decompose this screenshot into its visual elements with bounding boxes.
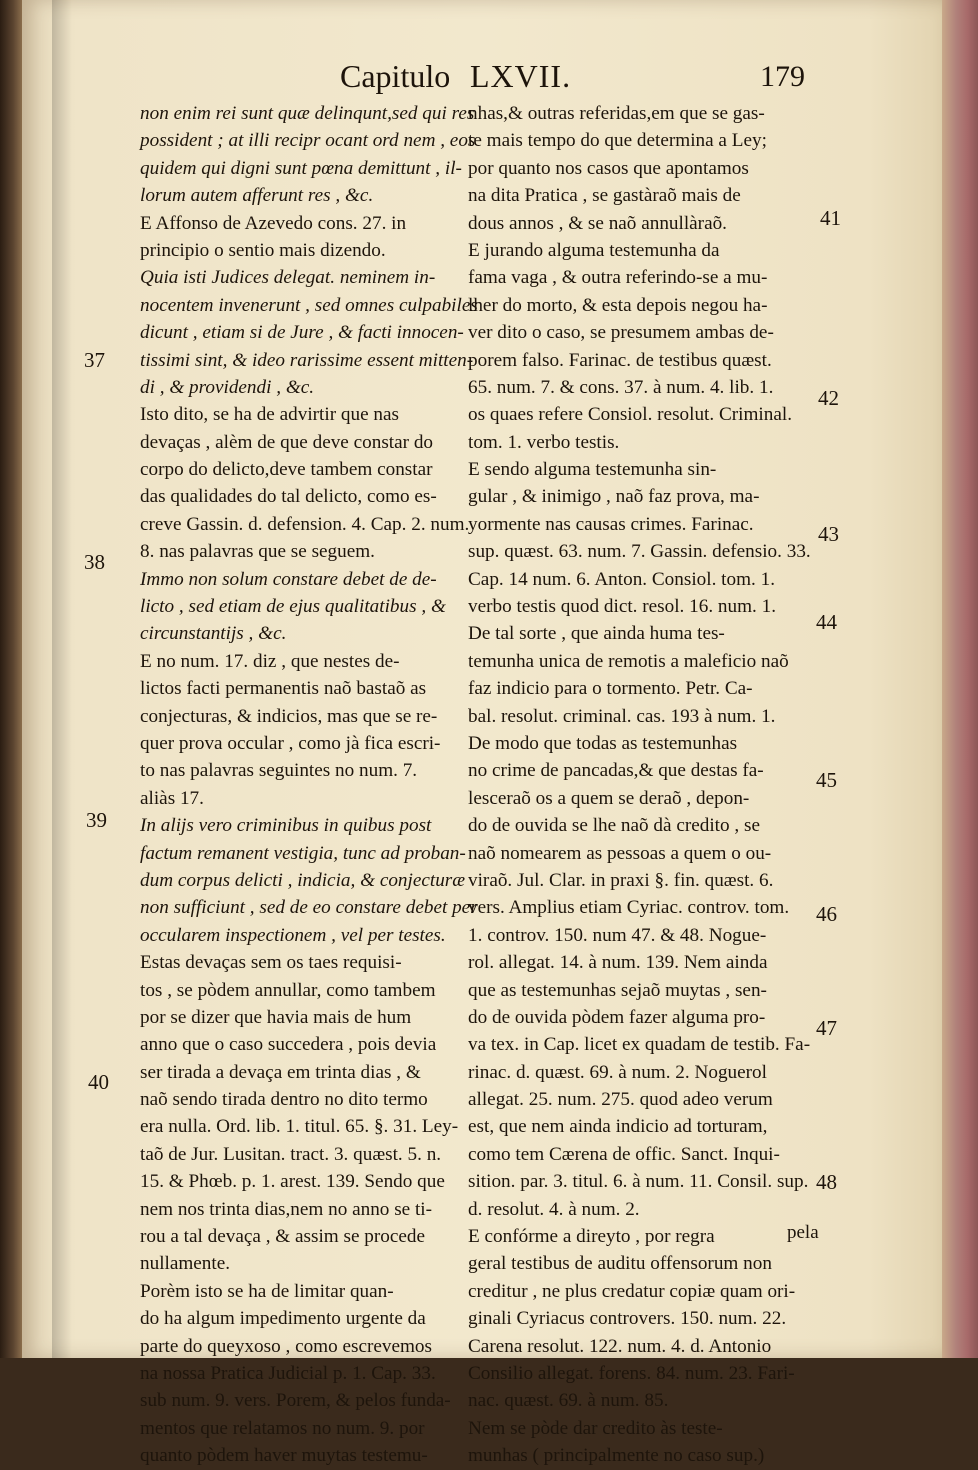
catchword: pela: [787, 1222, 819, 1243]
text-line: quidem qui digni sunt pœna demittunt , il-: [140, 157, 462, 179]
text-line: temunha unica de remotis a maleficio naõ: [468, 650, 789, 672]
margin-number-41: 41: [820, 206, 841, 230]
margin-number-40: 40: [88, 1070, 109, 1094]
text-line: tissimi sint, & ideo rarissime essent mitten-: [140, 349, 474, 371]
text-line: na dita Pratica , se gastàraõ mais de: [468, 185, 741, 207]
text-line: Estas devaças sem os taes requisi-: [140, 952, 402, 974]
text-line: lictos facti permanentis naõ bastaõ as: [140, 678, 427, 700]
text-line: por quanto nos casos que apontamos: [468, 157, 749, 179]
text-line: occularem inspectionem , vel per testes.: [140, 924, 446, 946]
text-line: ginali Cyriacus controvers. 150. num. 22.: [468, 1308, 787, 1330]
text-line: na nossa Pratica Judicial p. 1. Cap. 33.: [140, 1362, 436, 1384]
running-header: [22, 58, 942, 98]
text-line: Quia isti Judices delegat. neminem in-: [140, 267, 436, 289]
text-line: E confórme a direyto , por regra: [468, 1226, 715, 1248]
text-line: Isto dito, se ha de advirtir que nas: [140, 404, 399, 426]
text-line: dum corpus delicti , indicia, & conjecturæ: [140, 869, 466, 891]
text-line: 15. & Phœb. p. 1. arest. 139. Sendo que: [140, 1171, 445, 1193]
text-line: por se dizer que havia mais de hum: [140, 1006, 412, 1028]
text-line: nem nos trinta dias,nem no anno se ti-: [140, 1198, 433, 1220]
text-line: Carena resolut. 122. num. 4. d. Antonio: [468, 1335, 772, 1357]
text-line: De modo que todas as testemunhas: [468, 732, 738, 754]
page-number: 179: [760, 60, 805, 93]
text-line: conjecturas, & indicios, mas que se re-: [140, 705, 438, 727]
text-line: parte do queyxoso , como escrevemos: [140, 1335, 432, 1357]
margin-number-37: 37: [84, 348, 105, 372]
text-line: va tex. in Cap. licet ex quadam de testib. Fa-: [468, 1034, 811, 1056]
text-line: verbo testis quod dict. resol. 16. num. 1.: [468, 596, 777, 618]
text-line: os quaes refere Consiol. resolut. Criminal.: [468, 404, 792, 426]
text-line: mentos que relatamos no num. 9. por: [140, 1417, 425, 1439]
text-line: sition. par. 3. titul. 6. à num. 11. Consil. sup.: [468, 1171, 809, 1193]
text-line: viraõ. Jul. Clar. in praxi §. fin. quæst. 6.: [468, 869, 774, 891]
text-line: lesceraõ os a quem se deraõ , depon-: [468, 787, 750, 809]
text-line: Nem se pòde dar credito às teste-: [468, 1417, 723, 1439]
margin-number-42: 42: [818, 386, 839, 410]
text-line: como tem Cærena de offic. Sanct. Inqui-: [468, 1143, 780, 1165]
book-spine: [0, 0, 22, 1358]
text-line: est, que nem ainda indicio ad torturam,: [468, 1116, 768, 1138]
text-line: creve Gassin. d. defension. 4. Cap. 2. num.: [140, 513, 470, 535]
text-line: lorum autem afferunt res , &c.: [140, 185, 374, 207]
text-line: De tal sorte , que ainda huma tes-: [468, 623, 725, 645]
text-line: licto , sed etiam de ejus qualitatibus , &: [140, 596, 446, 618]
text-line: E no num. 17. diz , que nestes de-: [140, 650, 400, 672]
left-text-column: [140, 100, 478, 1470]
text-line: taõ de Jur. Lusitan. tract. 3. quæst. 5. n.: [140, 1143, 442, 1165]
text-line: tos , se pòdem annullar, como tambem: [140, 979, 436, 1001]
text-line: E Affonso de Azevedo cons. 27. in: [140, 212, 407, 234]
text-line: vers. Amplius etiam Cyriac. controv. tom.: [468, 897, 790, 919]
text-line: faz indicio para o tormento. Petr. Ca-: [468, 678, 753, 700]
text-line: Immo non solum constare debet de de-: [140, 568, 437, 590]
text-line: nhas,& outras referidas,em que se gas-: [468, 103, 765, 124]
gutter-shadow: [52, 0, 72, 1358]
text-line: 8. nas palavras que se seguem.: [140, 541, 375, 563]
text-line: fama vaga , & outra referindo-se a mu-: [468, 267, 768, 289]
text-line: rol. allegat. 14. à num. 139. Nem ainda: [468, 952, 768, 974]
text-line: te mais tempo do que determina a Ley;: [468, 130, 767, 152]
margin-number-43: 43: [818, 522, 839, 546]
text-line: ver dito o caso, se presumem ambas de-: [468, 322, 774, 344]
text-line: In alijs vero criminibus in quibus post: [140, 815, 432, 837]
text-line: E sendo alguma testemunha sin-: [468, 459, 717, 481]
text-line: corpo do delicto,deve tambem constar: [140, 459, 433, 481]
text-line: quer prova occular , como jà fica escri-: [140, 732, 441, 754]
text-line: do de ouvida se lhe naõ dà credito , se: [468, 815, 760, 837]
text-line: porem falso. Farinac. de testibus quæst.: [468, 349, 772, 371]
margin-number-44: 44: [816, 610, 837, 634]
text-line: E jurando alguma testemunha da: [468, 239, 720, 261]
text-line: di , & providendi , &c.: [140, 376, 315, 398]
text-line: factum remanent vestigia, tunc ad proban-: [140, 842, 466, 864]
text-line: lher do morto, & esta depois negou ha-: [468, 294, 768, 316]
text-line: naõ nomearem as pessoas a quem o ou-: [468, 842, 772, 864]
text-line: principio o sentio mais dizendo.: [140, 239, 386, 261]
chapter-number: LXVII.: [470, 58, 572, 94]
text-line: aliàs 17.: [140, 787, 204, 809]
text-line: geral testibus de auditu offensorum non: [468, 1253, 772, 1275]
text-line: creditur , ne plus credatur copiæ quam ori-: [468, 1280, 796, 1302]
margin-number-39: 39: [86, 808, 107, 832]
text-line: possident ; at illi recipr ocant ord nem , eos: [140, 130, 476, 152]
right-text-column: [468, 100, 820, 1470]
text-line: dous annos , & se naõ annullàraõ.: [468, 212, 727, 234]
text-line: que as testemunhas sejaõ muytas , sen-: [468, 979, 767, 1001]
text-line: 1. controv. 150. num 47. & 48. Nogue-: [468, 924, 767, 946]
text-line: ser tirada a devaça em trinta dias , &: [140, 1061, 421, 1083]
book-page: [22, 0, 942, 1467]
text-line: allegat. 25. num. 275. quod adeo verum: [468, 1089, 773, 1111]
header-title: Capitulo: [340, 58, 451, 94]
text-line: munhas ( principalmente no caso sup.): [468, 1445, 765, 1467]
text-line: nocentem invenerunt , sed omnes culpabiles: [140, 294, 478, 316]
text-line: non enim rei sunt quæ delinqunt,sed qui res: [140, 103, 475, 124]
text-line: tom. 1. verbo testis.: [468, 431, 620, 453]
text-line: 65. num. 7. & cons. 37. à num. 4. lib. 1.: [468, 376, 774, 398]
text-line: d. resolut. 4. à num. 2.: [468, 1198, 640, 1220]
text-line: sup. quæst. 63. num. 7. Gassin. defensio. 33.: [468, 541, 811, 563]
text-line: no crime de pancadas,& que destas fa-: [468, 760, 764, 782]
text-line: nullamente.: [140, 1253, 231, 1275]
text-line: to nas palavras seguintes no num. 7.: [140, 760, 418, 782]
text-line: bal. resolut. criminal. cas. 193 à num. 1.: [468, 705, 776, 727]
text-line: quanto pòdem haver muytas testemu-: [140, 1445, 428, 1467]
text-line: das qualidades do tal delicto, como es-: [140, 486, 437, 508]
margin-number-47: 47: [816, 1016, 837, 1040]
margin-number-38: 38: [84, 550, 105, 574]
margin-number-48: 48: [816, 1170, 837, 1194]
text-line: devaças , alèm de que deve constar do: [140, 431, 434, 453]
text-line: Porèm isto se ha de limitar quan-: [140, 1280, 394, 1302]
text-line: gular , & inimigo , naõ faz prova, ma-: [468, 486, 760, 508]
text-line: rinac. d. quæst. 69. à num. 2. Noguerol: [468, 1061, 767, 1083]
text-line: Consilio allegat. forens. 84. num. 23. Fari-: [468, 1362, 795, 1384]
text-line: naõ sendo tirada dentro no dito termo: [140, 1089, 428, 1111]
margin-number-46: 46: [816, 902, 837, 926]
text-line: yormente nas causas crimes. Farinac.: [468, 513, 754, 535]
text-line: Cap. 14 num. 6. Anton. Consiol. tom. 1.: [468, 568, 776, 590]
margin-number-45: 45: [816, 768, 837, 792]
text-line: do de ouvida pòdem fazer alguma pro-: [468, 1006, 766, 1028]
text-line: era nulla. Ord. lib. 1. titul. 65. §. 31. Ley-: [140, 1116, 459, 1138]
text-line: anno que o caso succedera , pois devia: [140, 1034, 437, 1056]
text-line: do ha algum impedimento urgente da: [140, 1308, 426, 1330]
text-line: nac. quæst. 69. à num. 85.: [468, 1390, 669, 1412]
text-line: circunstantijs , &c.: [140, 623, 287, 645]
text-line: rou a tal devaça , & assim se procede: [140, 1226, 426, 1248]
text-line: non sufficiunt , sed de eo constare debet per: [140, 897, 478, 919]
text-line: dicunt , etiam si de Jure , & facti innocen-: [140, 322, 464, 344]
page-edge: [942, 0, 978, 1358]
text-line: sub num. 9. vers. Porem, & pelos funda-: [140, 1390, 451, 1412]
